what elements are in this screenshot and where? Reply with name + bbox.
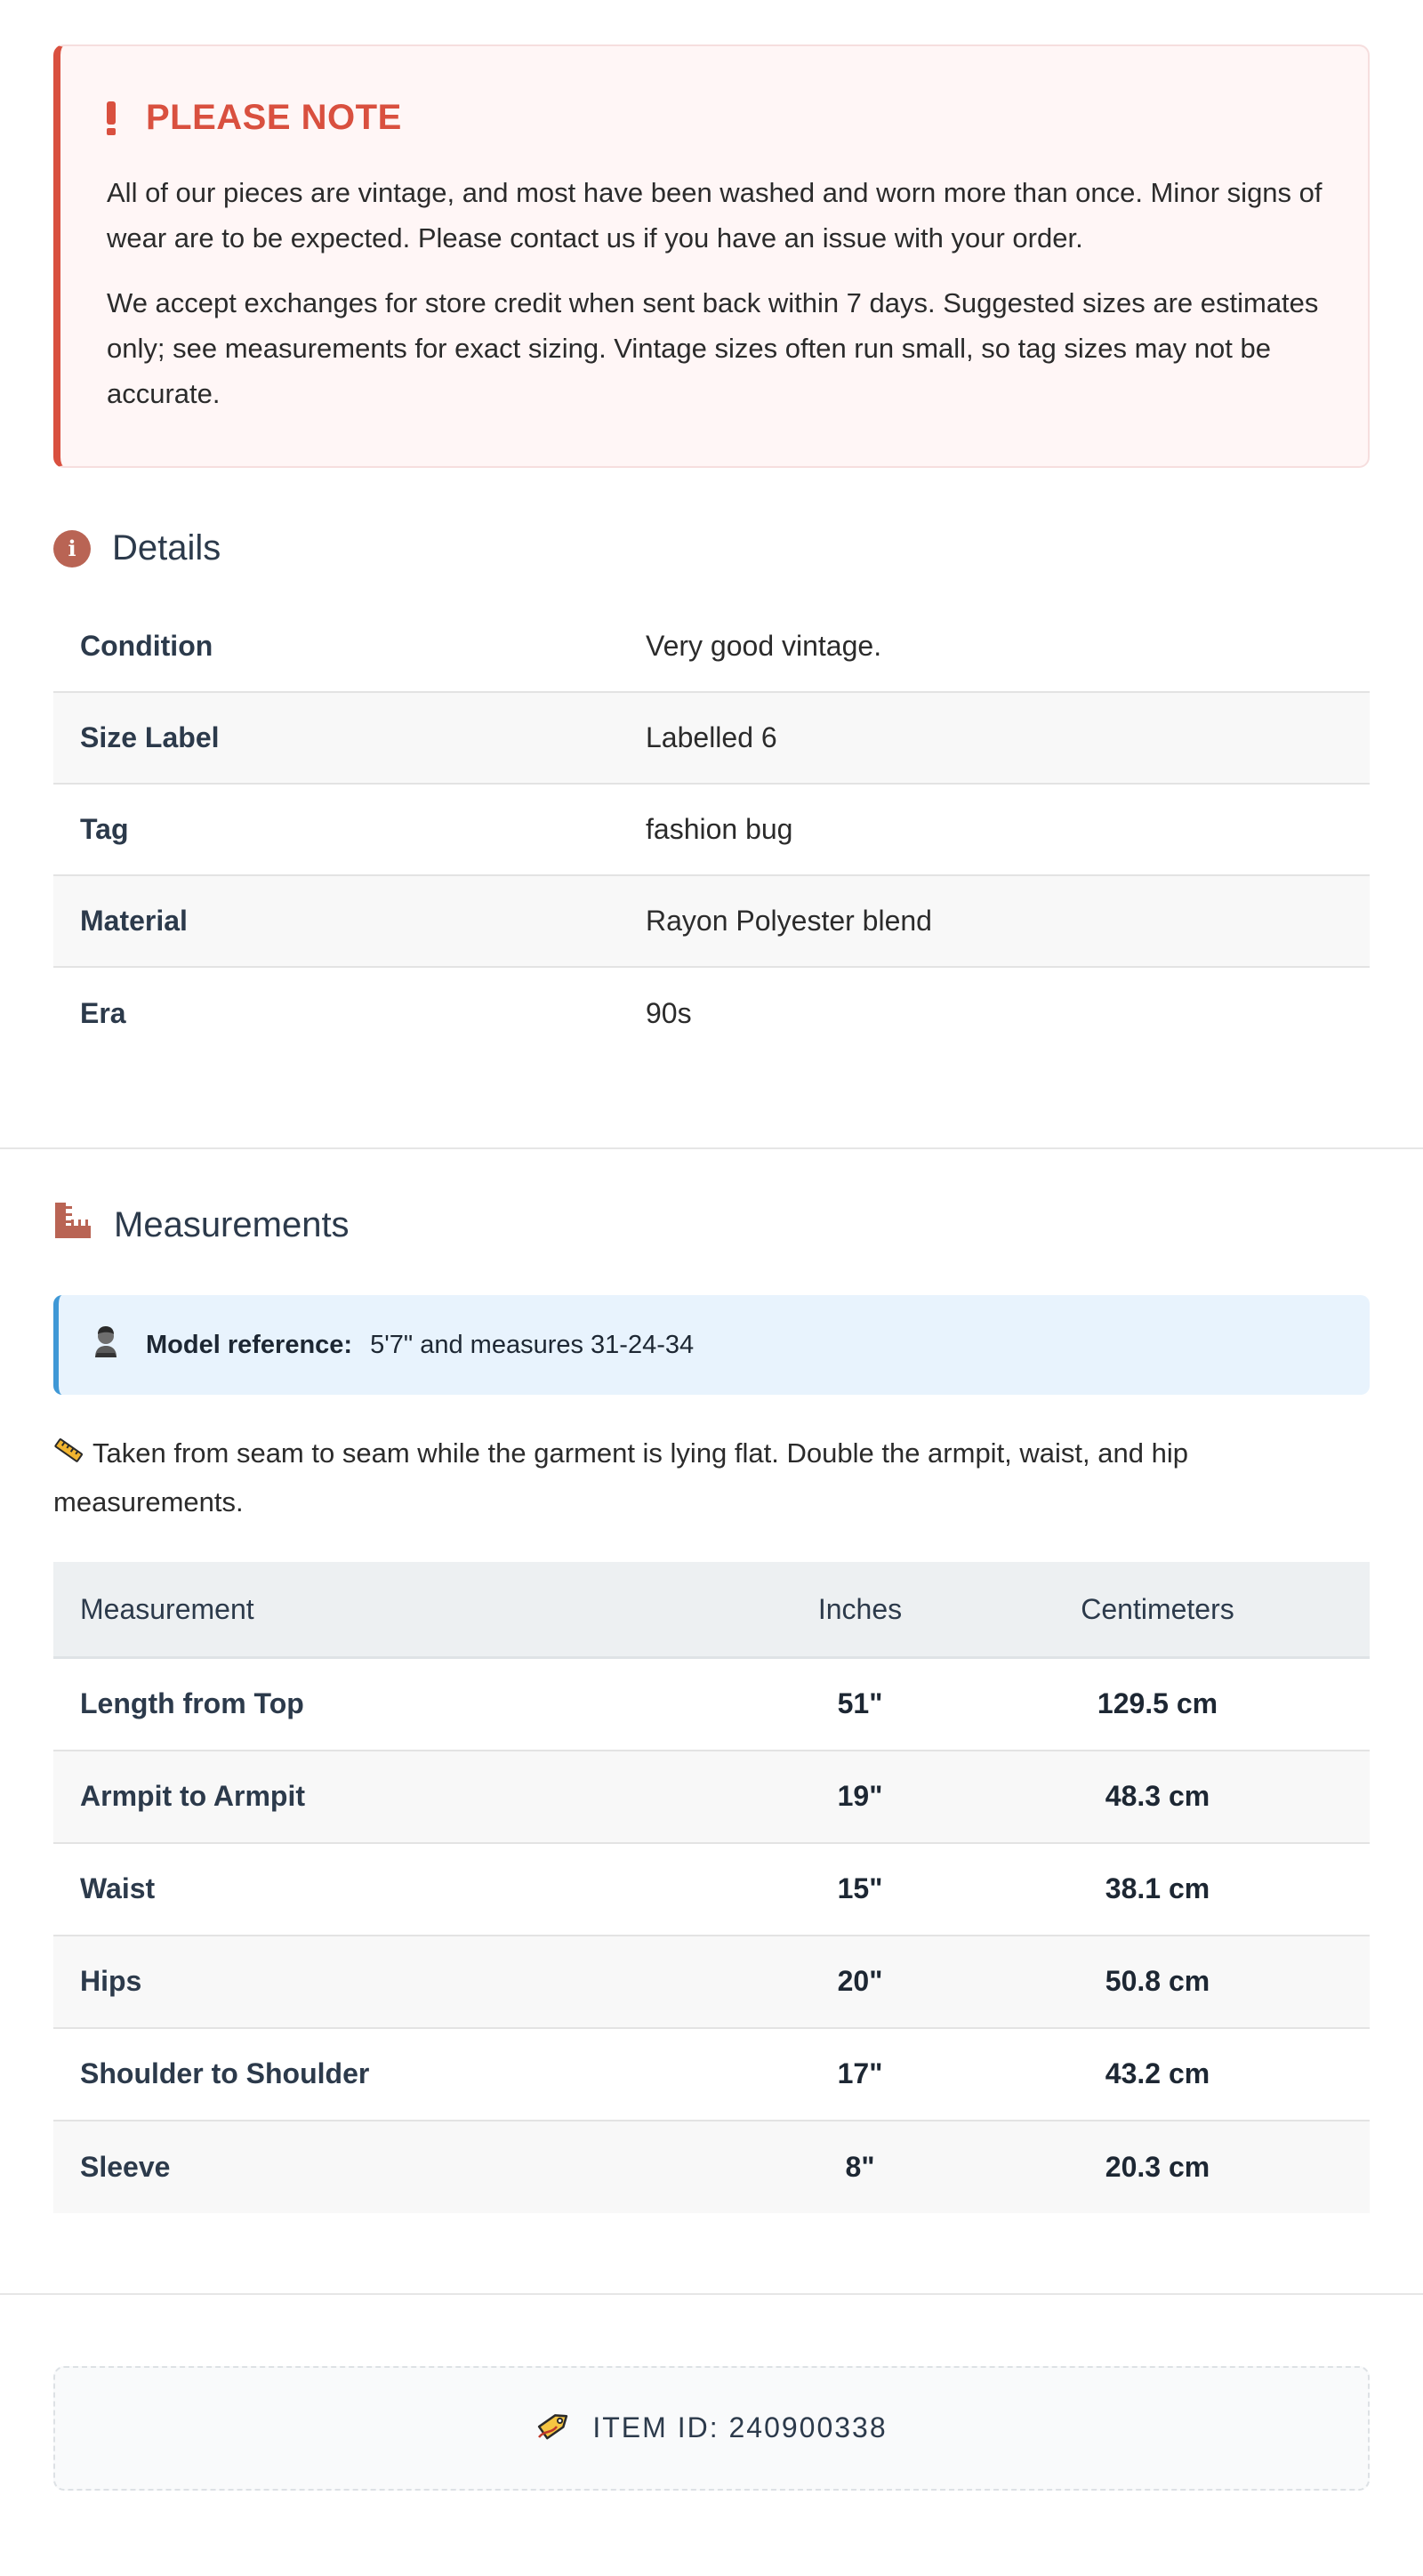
detail-label: Tag xyxy=(53,784,619,875)
section-divider xyxy=(0,1147,1423,1149)
measurement-name: Sleeve xyxy=(53,2121,775,2213)
item-id-box xyxy=(53,2366,1370,2491)
measurement-inches: 8" xyxy=(775,2121,945,2213)
measurement-name: Armpit to Armpit xyxy=(53,1751,775,1843)
note-title-text: PLEASE NOTE xyxy=(146,98,402,137)
column-header-inches: Inches xyxy=(775,1562,945,1658)
detail-value: fashion bug xyxy=(619,784,1370,875)
table-row xyxy=(53,875,1370,967)
detail-value: Rayon Polyester blend xyxy=(619,875,1370,967)
measurement-name: Shoulder to Shoulder xyxy=(53,2028,775,2121)
detail-value: 90s xyxy=(646,996,692,1029)
column-header-centimeters: Centimeters xyxy=(945,1562,1370,1658)
measurements-title: Measurements xyxy=(114,1204,350,1244)
measurement-name: Waist xyxy=(53,1843,775,1936)
measurement-cm: 129.5 cm xyxy=(945,1658,1370,1751)
please-note-box xyxy=(53,44,1370,468)
table-row xyxy=(53,1936,1370,2028)
details-title: Details xyxy=(112,528,221,568)
detail-label: Era xyxy=(80,996,126,1029)
table-row xyxy=(53,2028,1370,2121)
person-icon xyxy=(91,1325,121,1364)
detail-label: Condition xyxy=(53,600,619,692)
table-row xyxy=(53,2121,1370,2213)
detail-label: Size Label xyxy=(53,692,619,784)
detail-value: Labelled 6 xyxy=(619,692,1370,784)
details-table xyxy=(53,600,1370,1059)
measurement-inches: 17" xyxy=(775,2028,945,2121)
measurement-note xyxy=(53,1430,1370,1525)
table-row xyxy=(53,600,1370,692)
measurement-name: Length from Top xyxy=(53,1658,775,1751)
note-title xyxy=(107,98,1323,138)
measurement-cm: 48.3 cm xyxy=(945,1751,1370,1843)
table-header-row xyxy=(53,1562,1370,1658)
measurement-cm: 20.3 cm xyxy=(945,2121,1370,2213)
detail-label: Material xyxy=(53,875,619,967)
model-reference-value: 5'7" and measures 31-24-34 xyxy=(370,1330,695,1359)
measurement-name: Hips xyxy=(53,1936,775,2028)
measurement-inches: 51" xyxy=(775,1658,945,1751)
measurement-cm: 43.2 cm xyxy=(945,2028,1370,2121)
table-row xyxy=(53,784,1370,875)
exclamation-icon xyxy=(107,101,116,135)
table-row xyxy=(53,692,1370,784)
measurement-note-text: Taken from seam to seam while the garment is lying flat. Double the armpit, waist, and hip measurements. xyxy=(53,1437,1188,1517)
measurements-table xyxy=(53,1562,1370,2213)
note-paragraph-1: All of our pieces are vintage, and most have been washed and worn more than once. Minor signs of wear are to be expected. Please contact us if you have an issue with your order. xyxy=(107,177,1323,254)
measurements-section xyxy=(0,1201,1423,2213)
note-paragraph-2: We accept exchanges for store credit when sent back within 7 days. Suggested sizes are estimates only; see measurements for exact sizing. Vintage sizes often run small, so tag sizes may not be accurate. xyxy=(107,287,1319,409)
model-reference-box xyxy=(53,1295,1370,1395)
details-header xyxy=(53,528,1370,568)
pencil-icon xyxy=(53,1434,85,1479)
measurement-cm: 50.8 cm xyxy=(945,1936,1370,2028)
detail-value: Very good vintage. xyxy=(619,600,1370,692)
column-header-measurement: Measurement xyxy=(53,1562,775,1658)
table-row xyxy=(53,1843,1370,1936)
table-row xyxy=(53,1658,1370,1751)
page-content xyxy=(0,44,1423,1059)
ruler-icon xyxy=(53,1201,92,1249)
item-id-text: ITEM ID: 240900338 xyxy=(592,2411,888,2443)
table-row xyxy=(53,967,1370,1059)
measurement-cm: 38.1 cm xyxy=(945,1843,1370,1936)
measurement-inches: 15" xyxy=(775,1843,945,1936)
item-section xyxy=(0,2366,1423,2491)
tag-icon xyxy=(535,2407,573,2450)
table-row xyxy=(53,1751,1370,1843)
measurements-header xyxy=(53,1201,1370,1249)
model-reference-label: Model reference: xyxy=(146,1330,353,1359)
measurement-inches: 20" xyxy=(775,1936,945,2028)
measurement-inches: 19" xyxy=(775,1751,945,1843)
info-icon: i xyxy=(53,530,91,568)
section-divider xyxy=(0,2293,1423,2295)
